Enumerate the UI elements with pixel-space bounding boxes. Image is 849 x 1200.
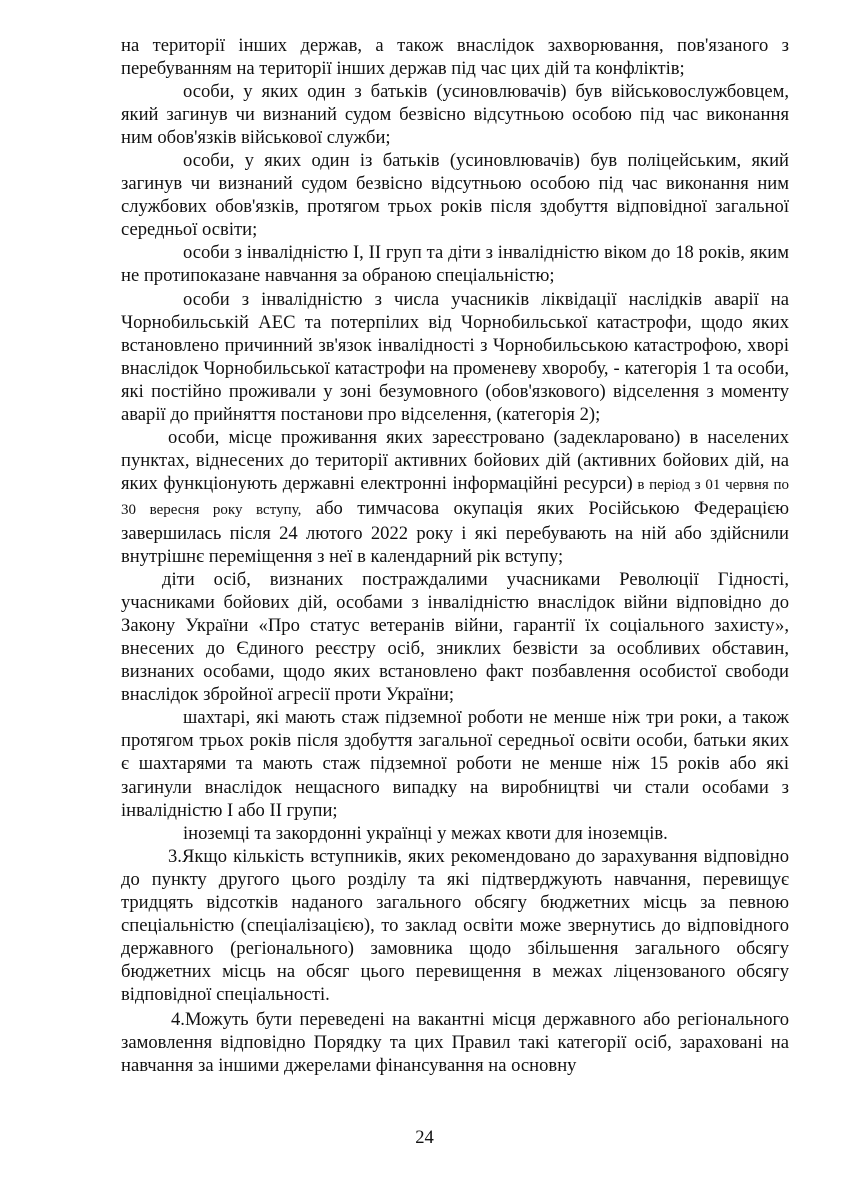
document-page <box>121 34 789 1077</box>
paragraph-police-parent: особи, у яких один із батьків (усиновлювачів) був поліцейським, який загинув чи визнаний судом безвісно відсутньою особою під час виконання ним службових обов'язків, протягом трьох років після здобуття відповідної загальної середньої освіти; <box>121 150 789 241</box>
page-number: 24 <box>415 1127 434 1148</box>
paragraph-combat-zone-text-before: особи, місце проживання яких зареєстровано (задекларовано) в населених пунктах, віднесених до території активних бойових дій (активних бойових дій, на яких функціонують державні електронні інформаційні ресурси) <box>121 426 789 494</box>
paragraph-continuation-foreign-states: на території інших держав, а також внаслідок захворювання, пов'язаного з перебуванням на території інших держав під час цих дій та конфліктів; <box>121 35 789 80</box>
paragraph-item-4: 4.Можуть бути переведені на вакантні місця державного або регіонального замовлення відповідно Порядку та цих Правил такі категорії осіб, зараховані на навчання за іншими джерелами фінансування на основну <box>121 1008 789 1077</box>
paragraph-combat-zone-period-small: в період з 01 червня по 30 вересня року вступу, <box>121 476 789 518</box>
paragraph-disability-groups: особи з інвалідністю I, II груп та діти з інвалідністю віком до 18 років, яким не протипоказане навчання за обраною спеціальністю; <box>121 242 789 287</box>
paragraph-combat-zone-residents <box>121 426 789 568</box>
paragraph-combat-zone-text-after: або тимчасова окупація яких Російською Федерацією завершилась після 24 лютого 2022 року і які перебувають на ній або здійснили внутрішнє переміщення з неї в календарний рік вступу; <box>121 497 789 568</box>
paragraph-chornobyl: особи з інвалідністю з числа учасників ліквідації наслідків аварії на Чорнобильській АЕС та потерпілих від Чорнобильської катастрофи, щодо яких встановлено причинний зв'язок інвалідності з Чорнобильською катастрофою, хворі внаслідок Чорнобильської катастрофи на променеву хворобу, - категорія 1 та особи, які постійно проживали у зоні безумовного (обов'язкового) відселення з моменту аварії до прийняття постанови про відселення, (категорія 2); <box>121 288 789 425</box>
paragraph-item-3: 3.Якщо кількість вступників, яких рекомендовано до зарахування відповідно до пункту другого цього розділу та які підтверджують навчання, перевищує тридцять відсотків наданого загального обсягу бюджетних місць за певною спеціальністю (спеціалізацією), то заклад освіти може звернутись до відповідного державного (регіонального) замовника щодо збільшення загального обсягу бюджетних місць на обсяг цього перевищення в межах ліцензованого обсягу відповідної спеціальності. <box>121 845 789 1005</box>
paragraph-military-parent: особи, у яких один з батьків (усиновлювачів) був військовослужбовцем, який загинув чи визнаний судом безвісно відсутньою особою під час виконання ним обов'язків військової служби; <box>121 81 789 149</box>
paragraph-foreigners: іноземці та закордонні українці у межах квоти для іноземців. <box>183 822 668 844</box>
paragraph-miners: шахтарі, які мають стаж підземної роботи не менше ніж три роки, а також протягом трьох років після здобуття загальної середньої освіти особи, батьки яких є шахтарями та мають стаж підземної роботи не менше ніж 15 років або які загинули внаслідок нещасного випадку на виробництві чи стали особами з інвалідністю I або II групи; <box>121 707 789 821</box>
paragraph-children-of-veterans: діти осіб, визнаних постраждалими учасниками Революції Гідності, учасниками бойових дій, особами з інвалідністю внаслідок війни відповідно до Закону України «Про статус ветеранів війни, гарантії їх соціального захисту», внесених до Єдиного реєстру осіб, зниклих безвісти за особливих обставин, визнаних особами, щодо яких встановлено факт позбавлення особистої свободи внаслідок збройної агресії проти України; <box>121 569 789 706</box>
